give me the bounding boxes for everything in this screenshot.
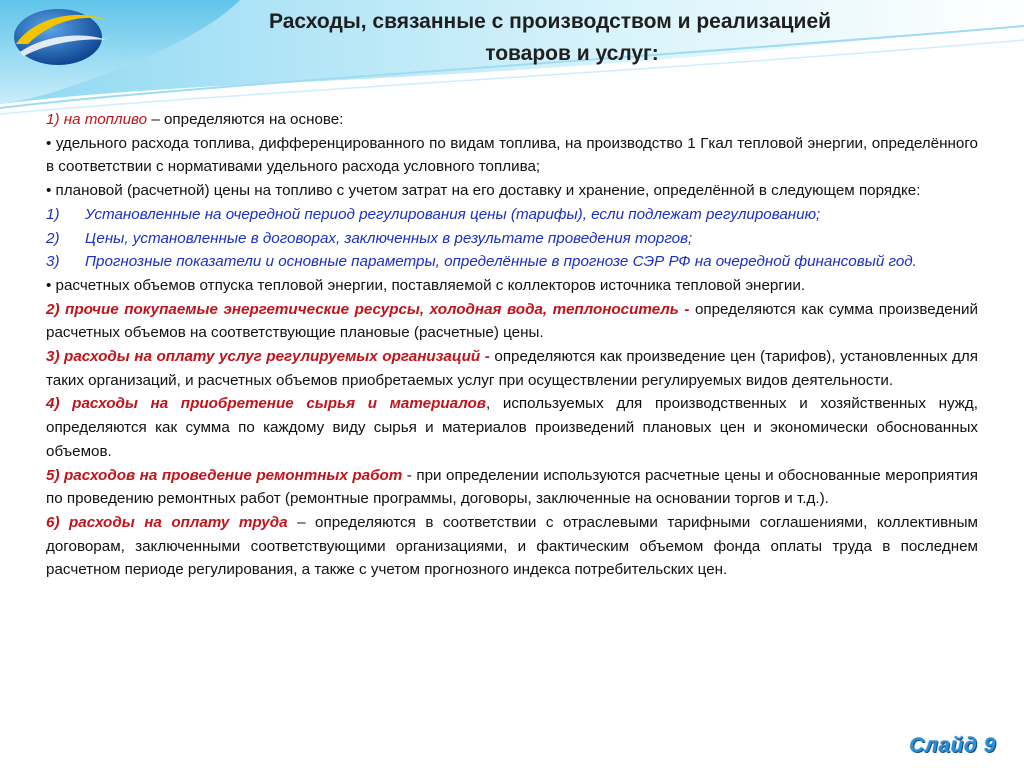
labor-text: – определяются в соответствии с отраслевыми тарифными соглашениями, коллективным договорам, заключенными соответствующими организациями, и фактическим объемом фонда оплаты труда в последнем расчетном периоде регулирования, а также с учетом прогнозного индекса потребительских цен. xyxy=(46,513,978,579)
list-item-text: Прогнозные показатели и основные параметры, определённые в прогнозе СЭР РФ на очередной финансовый год. xyxy=(85,253,917,271)
paragraph-labor xyxy=(46,511,978,582)
bullet-fuel-price: • плановой (расчетной) цены на топливо с учетом затрат на его доставку и хранение, определённой в следующем порядке: xyxy=(46,182,921,200)
materials-heading: 4) расходы на приобретение сырья и материалов xyxy=(46,395,486,413)
paragraph-regulated-services xyxy=(46,345,978,392)
fuel-intro: – определяются на основе: xyxy=(147,111,344,128)
list-item-number: 1) xyxy=(46,205,60,223)
energy-resources-text: определяются как сумма произведений расчетных объемов на соответствующие плановые (расчетные) цены. xyxy=(46,300,978,342)
regulated-services-heading: 3) расходы на оплату услуг регулируемых организаций - xyxy=(46,348,490,366)
paragraph-materials xyxy=(46,392,978,463)
paragraph-energy-resources xyxy=(46,298,978,345)
title-line-1: Расходы, связанные с производством и реализацией xyxy=(268,10,832,33)
list-item-text: Установленные на очередной период регулирования цены (тарифы), если подлежат регулированию; xyxy=(85,205,821,223)
list-item xyxy=(46,227,978,251)
labor-heading: 6) расходы на оплату труда xyxy=(46,513,288,531)
repairs-text: - при определении используются расчетные цены и обоснованные мероприятия по проведению ремонтных работ (ремонтные программы, договоры, заключенные на основании торгов и т.д.). xyxy=(46,466,978,508)
materials-text: , используемых для производственных и хозяйственных нужд, определяются как сумма по каждому виду сырья и материалов произведений плановых цен и экономически обоснованных объемов. xyxy=(46,395,979,460)
slide-title xyxy=(170,6,930,70)
repairs-heading: 5) расходов на проведение ремонтных работ xyxy=(46,466,403,484)
paragraph-repairs xyxy=(46,464,978,511)
fuel-heading: 1) на топливо xyxy=(46,111,148,128)
list-item-number: 3) xyxy=(46,253,60,271)
energy-resources-heading: 2) прочие покупаемые энергетические ресурсы, холодная вода, теплоноситель - xyxy=(46,300,690,318)
title-line-2: товаров и услуг: xyxy=(485,42,659,65)
list-item-number: 2) xyxy=(46,229,60,247)
bullet-heat-volumes: • расчетных объемов отпуска тепловой энергии, поставляемой с коллекторов источника тепловой энергии. xyxy=(46,276,806,294)
list-item xyxy=(46,250,978,274)
slide-number: Слайд 9 xyxy=(909,734,996,757)
slide-body xyxy=(46,108,978,582)
globe-swoosh-logo xyxy=(6,4,116,70)
list-item xyxy=(46,203,978,227)
paragraph-fuel xyxy=(46,108,978,132)
bullet-fuel-consumption: • удельного расхода топлива, дифференцированного по видам топлива, на производство 1 Гкал тепловой энергии, определённого в соответствии с нормативами удельного расхода условного топлива; xyxy=(46,134,978,176)
list-item-text: Цены, установленные в договорах, заключенных в результате проведения торгов; xyxy=(85,229,693,247)
regulated-services-text: определяются как произведение цен (тарифов), установленных для таких организаций, и расчетных объемов приобретаемых услуг при осуществлении регулируемых видов деятельности. xyxy=(46,348,978,389)
